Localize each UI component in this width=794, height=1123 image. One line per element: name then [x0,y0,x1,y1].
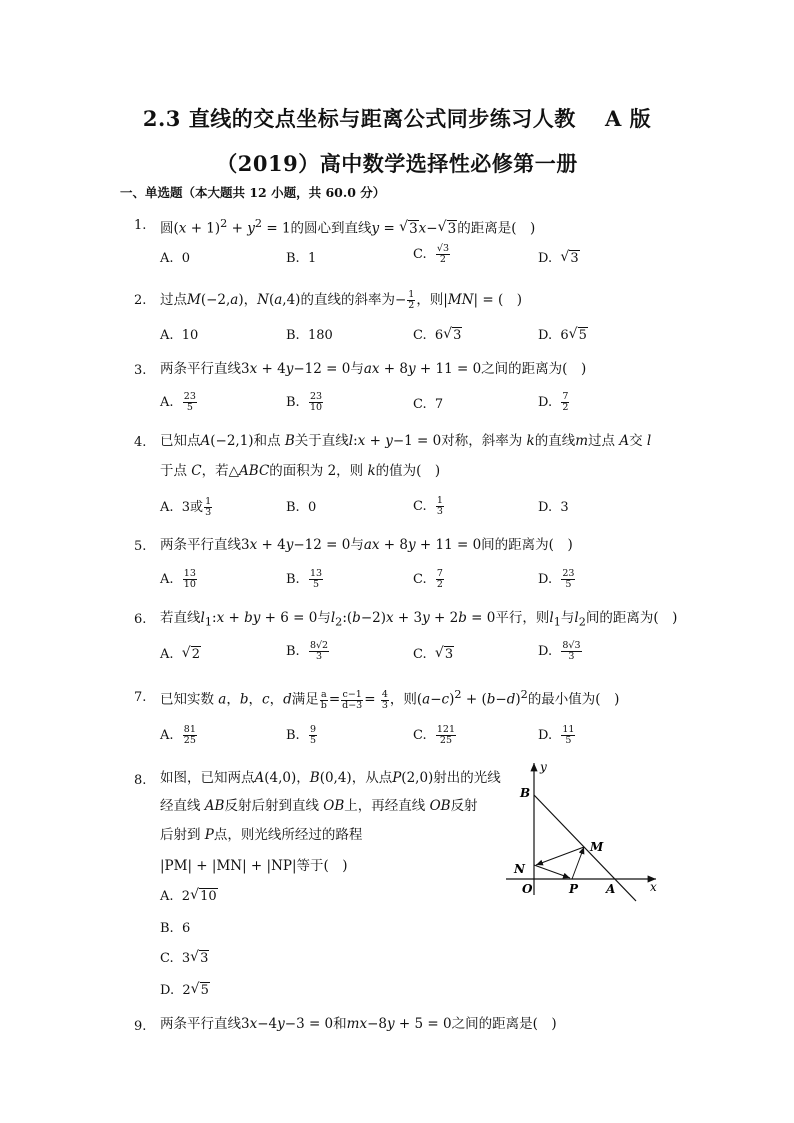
question-text: 两条平行直线3x−4y−3 = 0和mx−8y + 5 = 0之间的距离是( ) [160,1016,557,1032]
option-c: C. 3√ 3 [160,951,209,966]
question-text: 若直线$l_1:x$ + by + 6 = 0与$l_2:(b-2)x + 3y + 2b = 0$平行，则$l_1$与$l_2$间的距离为( ) [160,610,678,629]
question-text-line2: 经直线 AB反射后射到直线 OB上，再经直线 OB反射 [160,798,478,814]
option-a: A. $\frac{81}{25}$ [160,724,196,746]
option-a: A. 3或 $\frac{1}{3}$ [160,496,212,518]
option-a: A. 0 [160,251,191,266]
label-n: N [514,862,525,876]
option-c: C. $\frac{√3}{2}$ [413,243,449,265]
option-c: C. 7 [413,397,444,412]
option-c: C. 6√ 3 [413,328,462,343]
option-b: B. $\frac{23}{10}$ [286,391,323,413]
option-d: D. $\frac{8√3}{3}$ [538,640,581,662]
question-text-line4: |PM| + |MN| + |NP|等于( ) [160,858,348,874]
option-d: D. 3 [538,500,569,515]
question-text: 圆$(x + 1)^2 + y^2 = 1$的圆心到直线y = √ 3x−√ 3的距离是( ) [160,215,535,238]
question-number: 1. [134,218,147,233]
option-c: C. $\frac{7}{2}$ [413,568,443,590]
label-y: y [540,760,547,774]
label-o: O [522,882,533,896]
option-b: B. $\frac{8√2}{3}$ [286,640,329,662]
label-b: B [520,786,531,800]
option-d: D. 6√ 5 [538,328,588,343]
ray-np [534,865,570,878]
question-text-line2: 于点 C，若△ABC的面积为 2，则 k的值为( ) [160,463,441,479]
option-d: D. $\frac{7}{2}$ [538,391,569,413]
question-text: 已知实数 a，b，c，d满足 $\frac{a}{b}$ = $\frac{c-1}{d-3}$ = $\frac{4}{3}$ ，则$(a-c)^2 + (b-d)^2$的最小值为( ) [160,688,620,711]
option-d: D. $\frac{11}{5}$ [538,724,575,746]
page-title-line2: （2019）高中数学选择性必修第一册 [216,151,578,176]
label-p: P [569,882,579,896]
question-number: 8. [134,773,147,788]
question-text: 过点M(−2,a)，N(a,4)的直线的斜率为− $\frac{1}{2}$ ，则|MN| = ( ) [160,289,522,311]
option-c: C. $\frac{1}{3}$ [413,495,443,517]
question-text: 两条平行直线3x + 4y−12 = 0与ax + 8y + 11 = 0之间的距离为( ) [160,361,587,377]
option-d: D. 2√ 5 [160,983,210,998]
option-b: B. 0 [286,500,317,515]
question-text-line3: 后射到 P点，则光线所经过的路程 [160,827,363,843]
question-number: 2. [134,293,147,308]
question-text: 两条平行直线3x + 4y−12 = 0与ax + 8y + 11 = 0间的距离为( ) [160,537,573,553]
question-text: 如图，已知两点A(4,0)，B(0,4)，从点P(2,0)射出的光线 [160,770,501,786]
option-b: B. 1 [286,251,317,266]
ray-pm [572,847,584,879]
question-number: 5. [134,539,147,554]
question-number: 4. [134,435,147,450]
section-heading: 一、单选题（本大题共 12 小题，共 60.0 分） [120,185,386,200]
option-c: C. √ 3 [413,647,454,662]
option-a: A. 2√ 10 [160,889,218,904]
question-number: 7. [134,690,147,705]
label-m: M [590,840,604,854]
question-text: 已知点A(−2,1)和点 B关于直线l:x + y−1 = 0对称，斜率为 k的直线m过点 A交 l [160,433,652,449]
label-a: A [606,882,616,896]
option-d: D. $\frac{23}{5}$ [538,568,575,590]
question-number: 6. [134,612,147,627]
option-a: A. 10 [160,328,199,343]
label-x: x [650,880,657,894]
option-a: A. $\frac{23}{5}$ [160,391,196,413]
option-c: C. $\frac{121}{25}$ [413,724,456,746]
option-b: B. 6 [160,921,191,936]
page-title-line1: 2.3 直线的交点坐标与距离公式同步练习人教 A 版 [142,106,652,131]
option-b: B. $\frac{13}{5}$ [286,568,323,590]
question-number: 9. [134,1019,147,1034]
option-b: B. $\frac{9}{5}$ [286,724,316,746]
option-d: D. √ 3 [538,251,580,266]
option-a: A. $\frac{13}{10}$ [160,568,196,590]
question-number: 3. [134,363,147,378]
geometry-figure [500,755,665,905]
option-a: A. √ 2 [160,647,201,662]
line-ab [534,795,636,901]
ray-mn [536,847,584,865]
option-b: B. 180 [286,328,333,343]
